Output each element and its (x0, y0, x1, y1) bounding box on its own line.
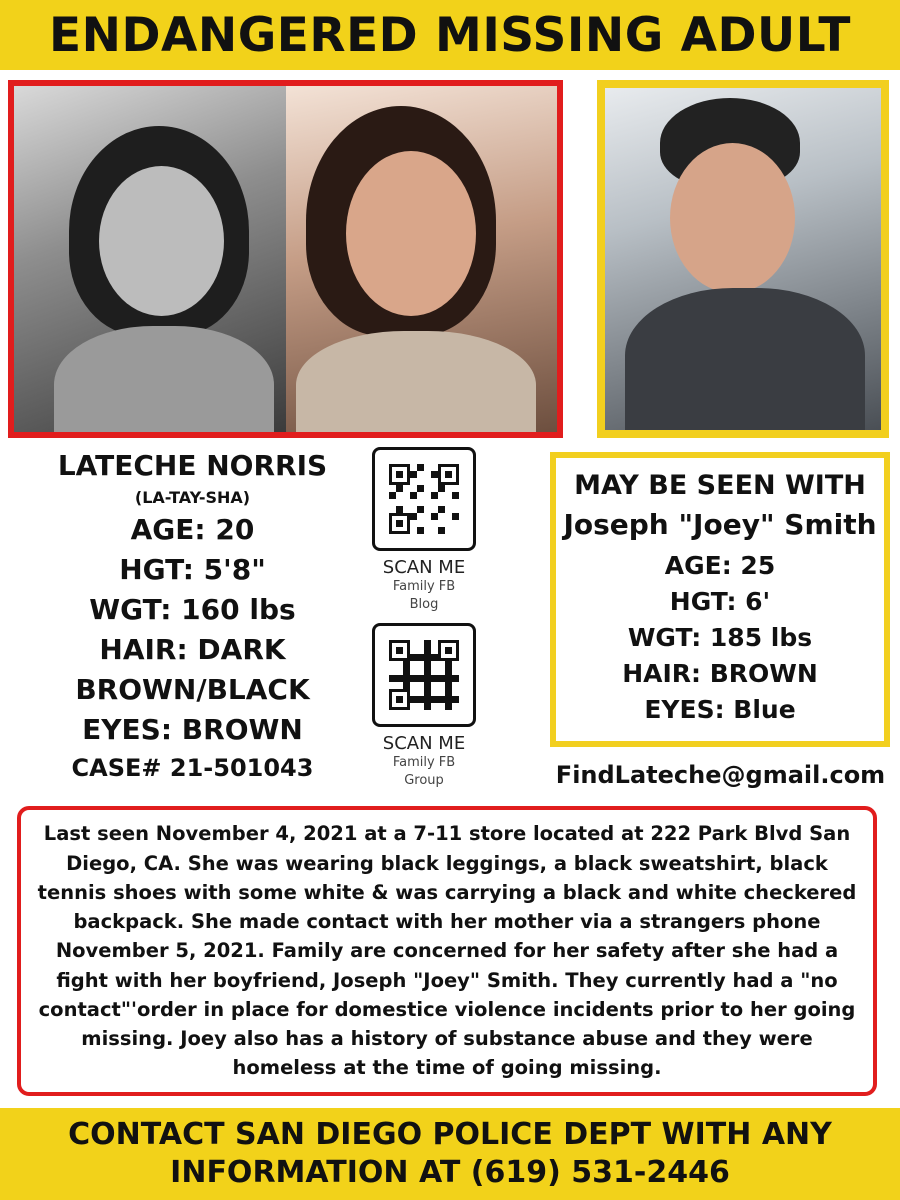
missing-person-details (20, 449, 365, 782)
companion-weight: WGT: 185 lbs (627, 623, 813, 652)
companion-photo-frame (597, 80, 889, 438)
bottom-banner (0, 1108, 900, 1200)
missing-person-name: LATECHE NORRIS (57, 449, 328, 482)
hair-text-line2: BROWN/BLACK (75, 673, 310, 706)
scan-me-label: SCAN ME (382, 557, 466, 578)
companion-height: HGT: 6' (669, 587, 771, 616)
qr-block-group[interactable] (372, 623, 476, 789)
scan-me-label: SCAN ME (382, 733, 466, 754)
missing-person-photo-color (286, 86, 558, 432)
qr-caption-line2: Blog (409, 596, 439, 612)
qr-caption-line1: Family FB (392, 579, 456, 594)
description-box (17, 806, 877, 1096)
age-text: AGE: 20 (130, 513, 255, 546)
companion-details-box (550, 452, 890, 747)
case-number: CASE# 21-501043 (71, 754, 314, 782)
missing-person-photos (8, 80, 563, 438)
weight-text: WGT: 160 lbs (89, 593, 296, 626)
qr-code-icon[interactable] (372, 623, 476, 727)
name-pronunciation: (LA-TAY-SHA) (134, 488, 251, 507)
companion-heading: MAY BE SEEN WITH (574, 470, 866, 501)
companion-eyes: EYES: Blue (644, 695, 796, 724)
description-text: Last seen November 4, 2021 at a 7-11 store located at 222 Park Blvd San Diego, CA. She was wearing black leggings, a black sweatshirt, black tennis shoes with some white & was carrying a black and white checkered backpack. She made contact with her mother via a strangers phone November 5, 2021. Family are concerned for her safety after she had a fight with her boyfriend, Joseph "Joey" Smith. They currently had a "no contact"'order in place for domestice violence incidents prior to her going missing. Joey also has a history of substance abuse and they were homeless at the time of going missing. (37, 822, 857, 1080)
companion-photo (605, 88, 881, 430)
qr-block-blog[interactable] (372, 447, 476, 613)
qr-code-icon[interactable] (372, 447, 476, 551)
companion-name: Joseph "Joey" Smith (563, 508, 877, 541)
contact-line2[interactable]: INFORMATION AT (619) 531-2446 (170, 1155, 730, 1190)
companion-age: AGE: 25 (664, 551, 776, 580)
poster-title: ENDANGERED MISSING ADULT (49, 7, 851, 63)
eyes-text: EYES: BROWN (82, 713, 303, 746)
companion-hair: HAIR: BROWN (622, 659, 818, 688)
missing-person-photo-bw (14, 86, 286, 432)
contact-line1: CONTACT SAN DIEGO POLICE DEPT WITH ANY (68, 1116, 832, 1152)
height-text: HGT: 5'8" (119, 553, 266, 586)
contact-email[interactable]: FindLateche@gmail.com (555, 761, 886, 789)
hair-text-line1: HAIR: DARK (99, 633, 286, 666)
qr-caption-line2: Group (404, 772, 444, 788)
top-banner (0, 0, 900, 70)
qr-caption-line1: Family FB (392, 755, 456, 770)
